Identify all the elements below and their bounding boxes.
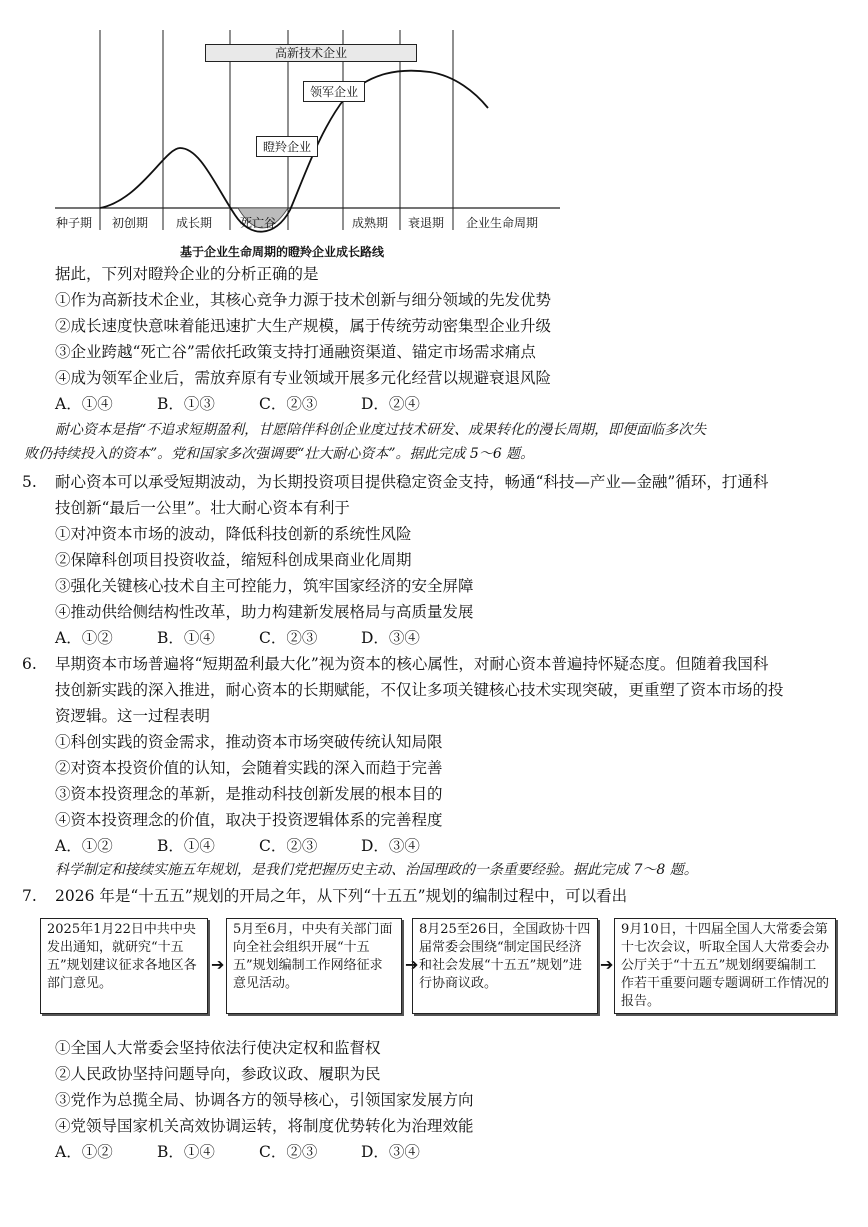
q6-line3: 资逻辑。这一过程表明	[55, 707, 211, 725]
q6-item-4: ④资本投资理念的价值，取决于投资逻辑体系的完善程度	[55, 811, 443, 829]
flow-arrow-icon: ➔	[600, 955, 614, 974]
flow-step-4: 9月10日，十四届全国人大常委会第十七次会议，听取全国人大常委会办公厅关于“十五五”规划纲要编制工作若干重要问题专题调研工作情况的报告。	[614, 918, 836, 1014]
q5-option-d[interactable]: D．③④	[361, 629, 420, 647]
high-tech-enterprise-bar: 高新技术企业	[205, 44, 417, 62]
q6-line1: 早期资本市场普遍将“短期盈利最大化”视为资本的核心属性，对耐心资本普遍持怀疑态度。但随着我国科	[55, 655, 769, 673]
material-patient-capital-line2: 败仍持续投入的资本”。党和国家多次强调要“壮大耐心资本”。据此完成 5～6 题。	[24, 446, 535, 462]
q5-option-b[interactable]: B．①④	[157, 629, 215, 647]
q7-item-1: ①全国人大常委会坚持依法行使决定权和监督权	[55, 1039, 381, 1057]
lifecycle-figure	[0, 0, 868, 262]
flow-arrow-icon: ➔	[405, 955, 419, 974]
q7-item-4: ④党领导国家机关高效协调运转，将制度优势转化为治理效能	[55, 1117, 474, 1135]
gazelle-enterprise-label: 瞪羚企业	[256, 136, 318, 157]
q6-option-d[interactable]: D．③④	[361, 837, 420, 855]
q4-option-d[interactable]: D．②④	[361, 395, 420, 413]
q5-options	[55, 628, 420, 648]
q4-option-b[interactable]: B．①③	[157, 395, 215, 413]
material-patient-capital-line1: 耐心资本是指“不追求短期盈利，甘愿陪伴科创企业度过技术研发、成果转化的漫长周期，即便面临多次失	[55, 422, 707, 438]
q6-line2: 技创新实践的深入推进，耐心资本的长期赋能，不仅让多项关键核心技术实现突破，更重塑了资本市场的投	[55, 681, 784, 699]
figure-caption: 基于企业生命周期的瞪羚企业成长路线	[180, 245, 385, 259]
q6-item-3: ③资本投资理念的革新，是推动科技创新发展的根本目的	[55, 785, 443, 803]
flow-step-1: 2025年1月22日中共中央发出通知，就研究“十五五”规划建议征求各地区各部门意见。	[40, 918, 208, 1014]
q4-options	[55, 394, 420, 414]
stage-startup: 初创期	[112, 216, 149, 230]
q4-option-c[interactable]: C．②③	[259, 395, 318, 413]
q6-option-c[interactable]: C．②③	[259, 837, 318, 855]
q5-item-2: ②保障科创项目投资收益，缩短科创成果商业化周期	[55, 551, 412, 569]
q7-item-2: ②人民政协坚持问题导向，参政议政、履职为民	[55, 1065, 381, 1083]
q7-option-c[interactable]: C．②③	[259, 1143, 318, 1161]
q5-item-3: ③强化关键核心技术自主可控能力，筑牢国家经济的安全屏障	[55, 577, 474, 595]
stage-maturity: 成熟期	[352, 216, 389, 230]
q5-item-1: ①对冲资本市场的波动，降低科技创新的系统性风险	[55, 525, 412, 543]
q6-option-a[interactable]: A．①②	[55, 837, 113, 855]
stage-lifecycle: 企业生命周期	[466, 216, 539, 230]
stage-death-valley: 死亡谷	[240, 216, 277, 230]
q4-item-1: ①作为高新技术企业，其核心竞争力源于技术创新与细分领域的先发优势	[55, 291, 552, 309]
leader-enterprise-label: 领军企业	[303, 81, 365, 102]
q7-stem: 2026 年是“十五五”规划的开局之年，从下列“十五五”规划的编制过程中，可以看出	[55, 887, 628, 905]
q7-option-d[interactable]: D．③④	[361, 1143, 420, 1161]
flow-step-3: 8月25至26日，全国政协十四届常委会围绕“制定国民经济和社会发展“十五五”规划”进行协商议政。	[412, 918, 598, 1014]
stage-decline: 衰退期	[408, 216, 445, 230]
stage-seed: 种子期	[56, 216, 93, 230]
q4-item-3: ③企业跨越“死亡谷”需依托政策支持打通融资渠道、锚定市场需求痛点	[55, 343, 536, 361]
q6-options	[55, 836, 420, 856]
material-five-year-plan: 科学制定和接续实施五年规划，是我们党把握历史主动、治国理政的一条重要经验。据此完成 7～8 题。	[55, 862, 698, 878]
q5-number: 5.	[22, 473, 37, 491]
flow-step-2: 5月至6月，中央有关部门面向全社会组织开展“十五五”规划编制工作网络征求意见活动。	[226, 918, 402, 1014]
q4-stem: 据此，下列对瞪羚企业的分析正确的是	[55, 265, 319, 283]
q7-options	[55, 1142, 420, 1162]
q5-line2: 技创新“最后一公里”。壮大耐心资本有利于	[55, 499, 350, 517]
q4-item-2: ②成长速度快意味着能迅速扩大生产规模，属于传统劳动密集型企业升级	[55, 317, 552, 335]
q5-item-4: ④推动供给侧结构性改革，助力构建新发展格局与高质量发展	[55, 603, 474, 621]
q5-option-a[interactable]: A．①②	[55, 629, 113, 647]
q6-number: 6.	[22, 655, 37, 673]
q6-item-2: ②对资本投资价值的认知，会随着实践的深入而趋于完善	[55, 759, 443, 777]
flow-arrow-icon: ➔	[211, 955, 225, 974]
q7-option-b[interactable]: B．①④	[157, 1143, 215, 1161]
q6-option-b[interactable]: B．①④	[157, 837, 215, 855]
q5-option-c[interactable]: C．②③	[259, 629, 318, 647]
q7-option-a[interactable]: A．①②	[55, 1143, 113, 1161]
q4-option-a[interactable]: A．①④	[55, 395, 113, 413]
q4-item-4: ④成为领军企业后，需放弃原有专业领域开展多元化经营以规避衰退风险	[55, 369, 552, 387]
stage-growth: 成长期	[176, 216, 213, 230]
q5-line1: 耐心资本可以承受短期波动，为长期投资项目提供稳定资金支持，畅通“科技—产业—金融”循环，打通科	[55, 473, 769, 491]
q7-item-3: ③党作为总揽全局、协调各方的领导核心，引领国家发展方向	[55, 1091, 474, 1109]
q7-number: 7.	[22, 887, 37, 905]
q6-item-1: ①科创实践的资金需求，推动资本市场突破传统认知局限	[55, 733, 443, 751]
